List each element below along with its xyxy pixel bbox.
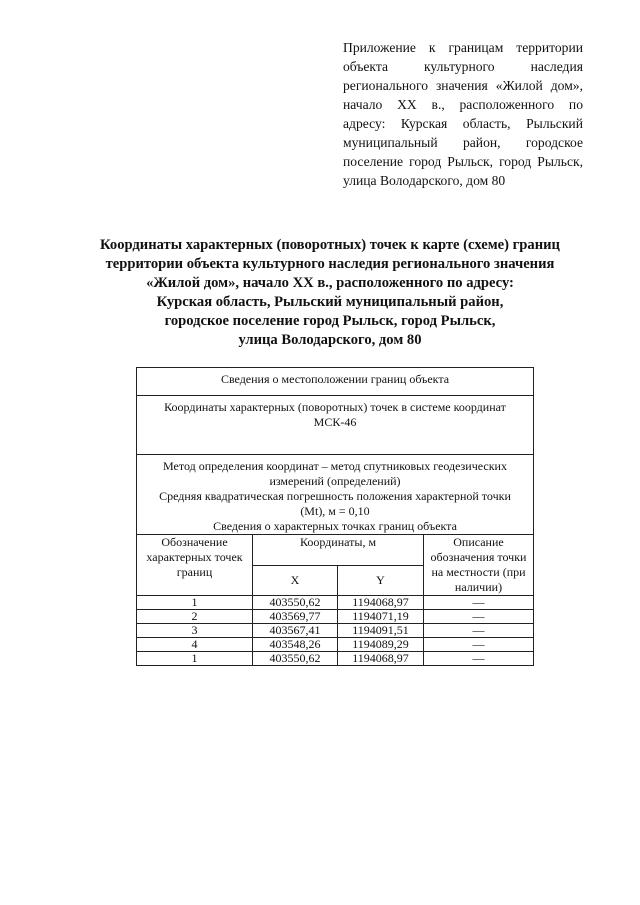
description-cell: — [424,596,534,610]
description-cell: — [424,652,534,666]
x-cell: 403569,77 [253,610,338,624]
points-section-header: Сведения о характерных точках границ объекта [213,519,457,533]
location-section-header: Сведения о местоположении границ объекта [137,368,534,396]
y-header: Y [338,565,424,596]
title-line: территории объекта культурного наследия регионального значения [105,256,555,272]
title-line: Координаты характерных (поворотных) точек к карте (схеме) границ [100,237,560,253]
y-cell: 1194071,19 [338,610,424,624]
title-line: Курская область, Рыльский муниципальный район, [156,294,504,310]
accuracy-text: Средняя квадратическая погрешность положения характерной точки (Mt), м = 0,10 [159,489,511,518]
description-cell: — [424,638,534,652]
description-cell: — [424,610,534,624]
coords-header: Координаты, м [253,535,424,566]
title-line: городское поселение город Рыльск, город Рыльск, [164,313,496,329]
coordinates-table [136,367,534,666]
point-cell: 2 [137,610,253,624]
y-cell: 1194068,97 [338,652,424,666]
point-cell: 1 [137,652,253,666]
method-text: Метод определения координат – метод спутниковых геодезических измерений (определений) [163,459,507,488]
point-header: Обозначение характерных точек границ [137,535,253,596]
y-cell: 1194091,51 [338,624,424,638]
y-cell: 1194068,97 [338,596,424,610]
coord-system-cell: Координаты характерных (поворотных) точек в системе координат МСК-46 [137,396,534,455]
description-header: Описание обозначения точки на местности (при наличии) [424,535,534,596]
document-title [60,236,600,350]
table-row [137,596,534,610]
point-cell: 1 [137,596,253,610]
x-cell: 403550,62 [253,652,338,666]
table-row [137,652,534,666]
point-cell: 4 [137,638,253,652]
description-cell: — [424,624,534,638]
x-cell: 403550,62 [253,596,338,610]
title-line: «Жилой дом», начало XX в., расположенного по адресу: [146,275,514,291]
x-header: X [253,565,338,596]
table-row [137,610,534,624]
method-cell [137,455,534,535]
x-cell: 403567,41 [253,624,338,638]
table-row [137,624,534,638]
title-line: улица Володарского, дом 80 [238,332,422,348]
point-cell: 3 [137,624,253,638]
x-cell: 403548,26 [253,638,338,652]
appendix-note: Приложение к границам территории объекта культурного наследия регионального значения «Жилой дом», начало XX в., расположенного по адресу: Курская область, Рыльский муниципальный район, городское поселение город Рыльск, город Рыльск, улица Володарского, дом 80 [343,40,583,188]
y-cell: 1194089,29 [338,638,424,652]
table-row [137,638,534,652]
